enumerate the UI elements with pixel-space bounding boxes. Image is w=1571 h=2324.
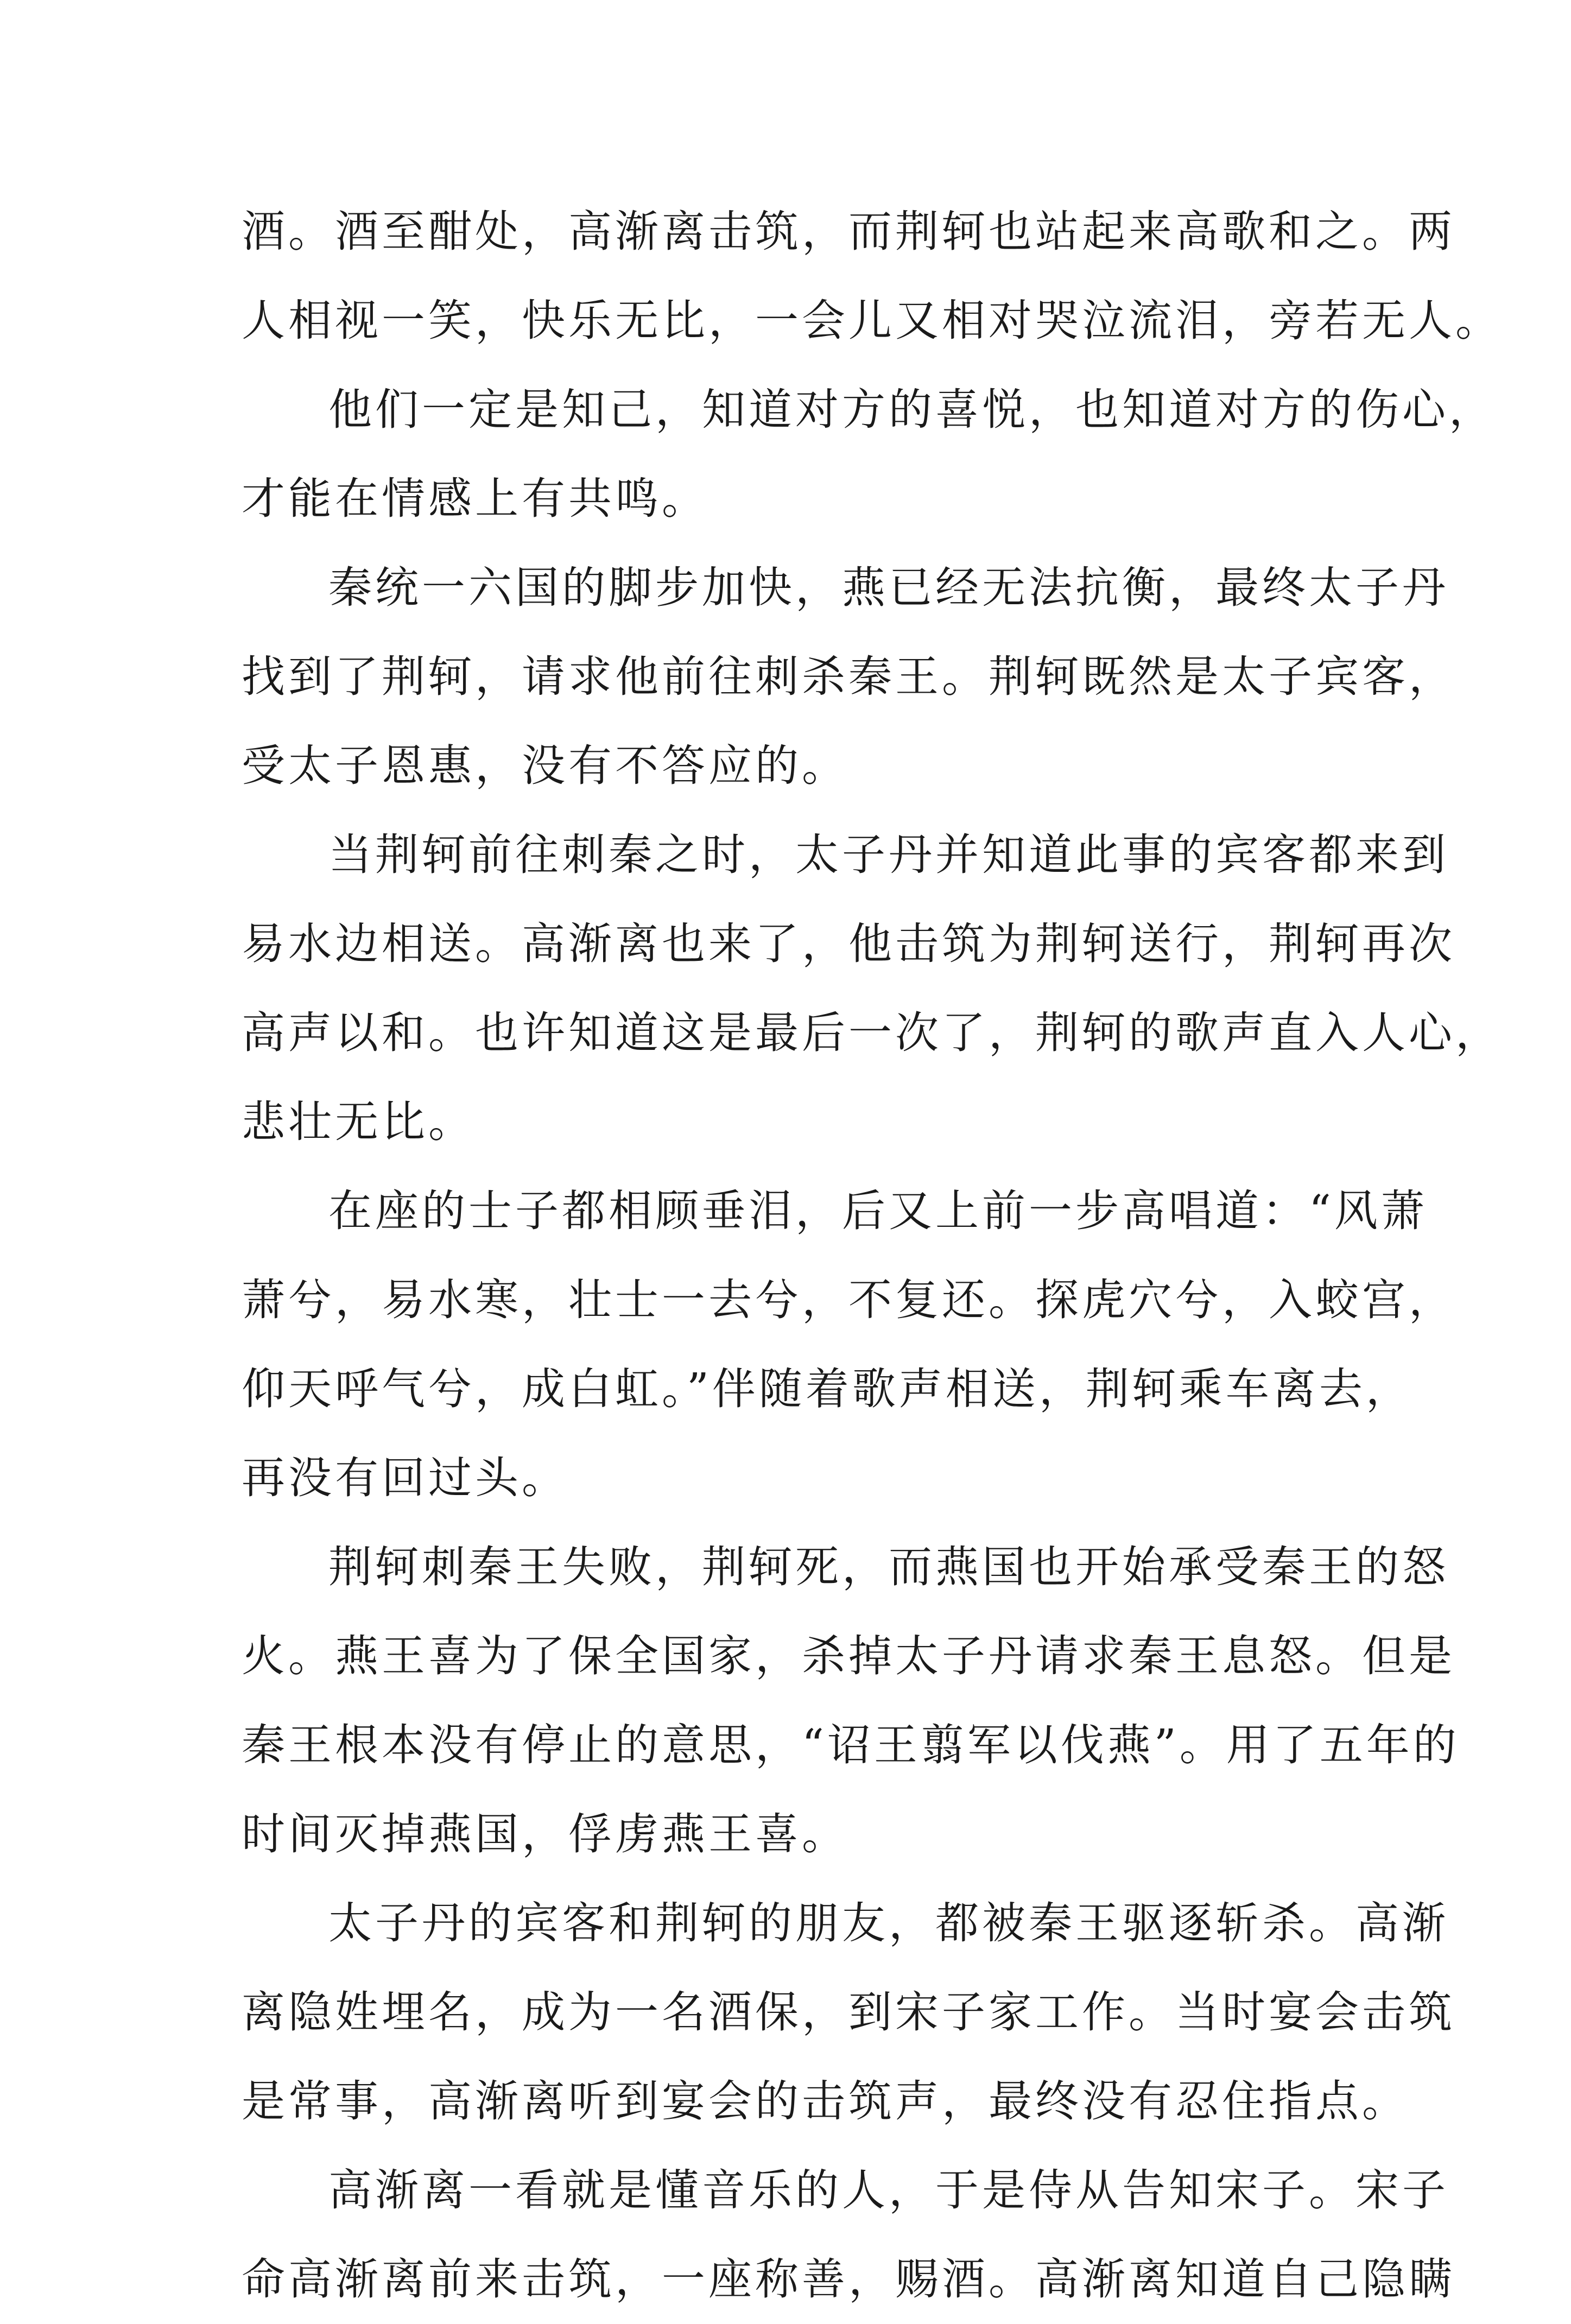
text-line: 荆轲刺秦王失败，荆轲死，而燕国也开始承受秦王的怒 [328, 1542, 1449, 1592]
text-line: 找到了荆轲，请求他前往刺杀秦王。荆轲既然是太子宾客， [242, 651, 1455, 702]
text-line: 命高渐离前来击筑，一座称善，赐酒。高渐离知道自己隐瞒 [242, 2254, 1455, 2304]
text-line: 仰天呼气兮，成白虹。”伴随着歌声相送，荆轲乘车离去， [242, 1364, 1412, 1414]
text-line: 时间灭掉燕国，俘虏燕王喜。 [242, 1809, 848, 1859]
text-line: 太子丹的宾客和荆轲的朋友，都被秦王驱逐斩杀。高渐 [328, 1898, 1449, 1948]
text-line: 秦王根本没有停止的意思，“诏王翦军以伐燕”。用了五年的 [242, 1720, 1460, 1770]
text-line: 是常事，高渐离听到宴会的击筑声，最终没有忍住指点。 [242, 2076, 1409, 2126]
text-line: 萧兮，易水寒，壮士一去兮，不复还。探虎穴兮，入蛟宫， [242, 1275, 1455, 1325]
text-line: 才能在情感上有共鸣。 [242, 473, 708, 524]
text-line: 离隐姓埋名，成为一名酒保，到宋子家工作。当时宴会击筑 [242, 1987, 1455, 2037]
text-line: 他们一定是知己，知道对方的喜悦，也知道对方的伤心， [328, 384, 1496, 435]
text-line: 在座的士子都相顾垂泪，后又上前一步高唱道：“风萧 [328, 1186, 1428, 1236]
body-text [242, 187, 1502, 2324]
text-line: 受太子恩惠，没有不答应的。 [242, 740, 848, 791]
text-line: 高渐离一看就是懂音乐的人，于是侍从告知宋子。宋子 [328, 2165, 1449, 2215]
text-line: 易水边相送。高渐离也来了，他击筑为荆轲送行，荆轲再次 [242, 919, 1455, 969]
text-line: 人相视一笑，快乐无比，一会儿又相对哭泣流泪，旁若无人。 [242, 295, 1502, 346]
text-line: 高声以和。也许知道这是最后一次了，荆轲的歌声直入人心， [242, 1008, 1502, 1058]
text-line: 火。燕王喜为了保全国家，杀掉太子丹请求秦王息怒。但是 [242, 1631, 1455, 1681]
text-line: 秦统一六国的脚步加快，燕已经无法抗衡，最终太子丹 [328, 562, 1449, 613]
text-line: 悲壮无比。 [242, 1097, 475, 1147]
text-line: 当荆轲前往刺秦之时，太子丹并知道此事的宾客都来到 [328, 829, 1449, 880]
text-line: 再没有回过头。 [242, 1453, 568, 1503]
text-line: 酒。酒至酣处，高渐离击筑，而荆轲也站起来高歌和之。两 [242, 206, 1455, 257]
